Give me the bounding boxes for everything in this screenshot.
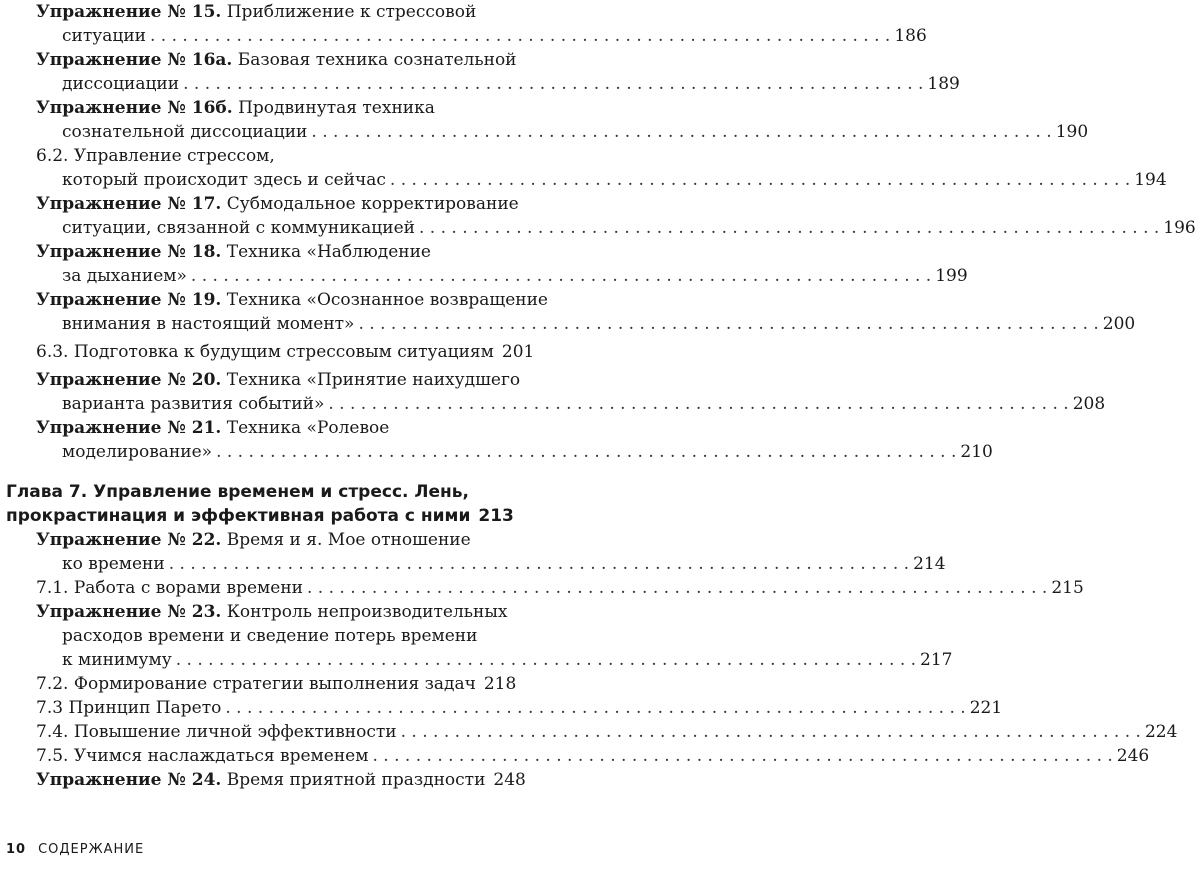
chapter-title: Глава 7. Управление временем и стресс. Лень, <box>6 482 470 502</box>
entry-label: Упражнение № 18. <box>36 242 222 262</box>
entry-title: Техника «Осознанное возвращение <box>226 290 548 310</box>
page-number: 217 <box>920 650 953 670</box>
entry-title-cont: который происходит здесь и сейчас <box>62 170 386 190</box>
toc-entry[interactable] <box>36 340 535 364</box>
entry-title: 7.1. Работа с ворами времени <box>36 578 303 598</box>
entry-title: Субмодальное корректирование <box>226 194 519 214</box>
chapter-title-cont: прокрастинация и эффективная работа с ними <box>6 506 471 526</box>
footer-page-number: 10 <box>6 842 27 857</box>
entry-title-cont: ситуации, связанной с коммуникацией <box>62 218 415 238</box>
toc-entry[interactable] <box>36 672 517 696</box>
entry-title-cont: моделирование» <box>62 442 213 462</box>
entry-title-cont: диссоциации <box>62 74 180 94</box>
entry-title: Базовая техника сознательной <box>237 50 517 70</box>
entry-title-cont: варианта развития событий» <box>62 394 325 414</box>
entry-title: Приближение к стрессовой <box>226 2 477 22</box>
entry-label: Упражнение № 17. <box>36 194 222 214</box>
page-number: 196 <box>1163 218 1196 238</box>
toc-entry[interactable] <box>36 416 993 464</box>
page-number: 221 <box>969 698 1003 718</box>
entry-title-cont: за дыханием» <box>62 266 187 286</box>
entry-label: Упражнение № 23. <box>36 602 222 622</box>
dot-leader <box>390 168 1130 192</box>
page-number: 210 <box>960 442 993 462</box>
page-number: 189 <box>927 74 960 94</box>
page-number: 248 <box>493 770 526 790</box>
entry-title-cont: ситуации <box>62 26 146 46</box>
dot-leader <box>225 696 965 720</box>
toc-entry[interactable] <box>36 368 1106 416</box>
toc-entry[interactable] <box>36 576 1084 600</box>
page-number: 224 <box>1144 722 1178 742</box>
entry-title-cont: ко времени <box>62 554 165 574</box>
page-number: 218 <box>483 674 517 694</box>
entry-title: Техника «Принятие наихудшего <box>226 370 521 390</box>
entry-title-cont: к минимуму <box>62 650 172 670</box>
toc-entry[interactable] <box>36 600 953 672</box>
entry-title: Техника «Ролевое <box>226 418 390 438</box>
toc-entry[interactable] <box>36 744 1150 768</box>
entry-label: Упражнение № 15. <box>36 2 222 22</box>
entry-title: 7.3 Принцип Парето <box>36 698 222 718</box>
page-number: 201 <box>501 342 535 362</box>
dot-leader <box>372 744 1112 768</box>
toc-entry[interactable] <box>36 696 1003 720</box>
footer-section-title: СОДЕРЖАНИЕ <box>38 842 145 857</box>
entry-label: Упражнение № 22. <box>36 530 222 550</box>
dot-leader <box>401 720 1141 744</box>
toc-entry[interactable] <box>36 288 1136 336</box>
page-number: 214 <box>913 554 946 574</box>
dot-leader <box>307 576 1047 600</box>
toc-entry[interactable] <box>36 144 1167 192</box>
entry-title: 7.5. Учимся наслаждаться временем <box>36 746 369 766</box>
entry-title: 6.2. Управление стрессом, <box>36 146 275 166</box>
dot-leader <box>169 552 909 576</box>
dot-leader <box>328 392 1068 416</box>
entry-title: Время приятной праздности <box>226 770 486 790</box>
toc-entry[interactable] <box>36 48 960 96</box>
entry-label: Упражнение № 19. <box>36 290 222 310</box>
entry-title: 7.4. Повышение личной эффективности <box>36 722 397 742</box>
entry-title: 6.3. Подготовка к будущим стрессовым ситуациям <box>36 342 494 362</box>
page-number: 200 <box>1102 314 1136 334</box>
entry-label: Упражнение № 24. <box>36 770 222 790</box>
entry-label: Упражнение № 16б. <box>36 98 233 118</box>
entry-title-cont: расходов времени и сведение потерь времени <box>62 626 478 646</box>
entry-label: Упражнение № 16а. <box>36 50 233 70</box>
dot-leader <box>176 648 916 672</box>
entry-title-cont: сознательной диссоциации <box>62 122 308 142</box>
entry-title: 7.2. Формирование стратегии выполнения задач <box>36 674 476 694</box>
dot-leader <box>191 264 931 288</box>
page-number: 190 <box>1055 122 1089 142</box>
chapter-heading[interactable] <box>6 480 512 528</box>
page-number: 194 <box>1134 170 1167 190</box>
entry-title-cont: внимания в настоящий момент» <box>62 314 355 334</box>
entry-label: Упражнение № 20. <box>36 370 222 390</box>
dot-leader <box>311 120 1051 144</box>
dot-leader <box>419 216 1159 240</box>
dot-leader <box>358 312 1098 336</box>
page-footer <box>6 842 144 857</box>
page-number: 199 <box>935 266 968 286</box>
page-number: 186 <box>894 26 927 46</box>
entry-title: Время и я. Мое отношение <box>226 530 471 550</box>
dot-leader <box>150 24 890 48</box>
toc-entry[interactable] <box>36 528 946 576</box>
entry-title: Контроль непроизводительных <box>226 602 508 622</box>
entry-title: Техника «Наблюдение <box>226 242 431 262</box>
toc-entry[interactable] <box>36 0 927 48</box>
toc-entry[interactable] <box>36 768 526 792</box>
page-number: 246 <box>1116 746 1150 766</box>
entry-label: Упражнение № 21. <box>36 418 222 438</box>
toc-entry[interactable] <box>36 720 1178 744</box>
toc-entry[interactable] <box>36 240 968 288</box>
toc-entry[interactable] <box>36 96 1089 144</box>
toc-entry[interactable] <box>36 192 1196 240</box>
dot-leader <box>183 72 923 96</box>
page-number: 208 <box>1072 394 1106 414</box>
dot-leader <box>216 440 956 464</box>
entry-title: Продвинутая техника <box>238 98 435 118</box>
page-number: 215 <box>1051 578 1084 598</box>
page-number: 213 <box>478 506 514 526</box>
